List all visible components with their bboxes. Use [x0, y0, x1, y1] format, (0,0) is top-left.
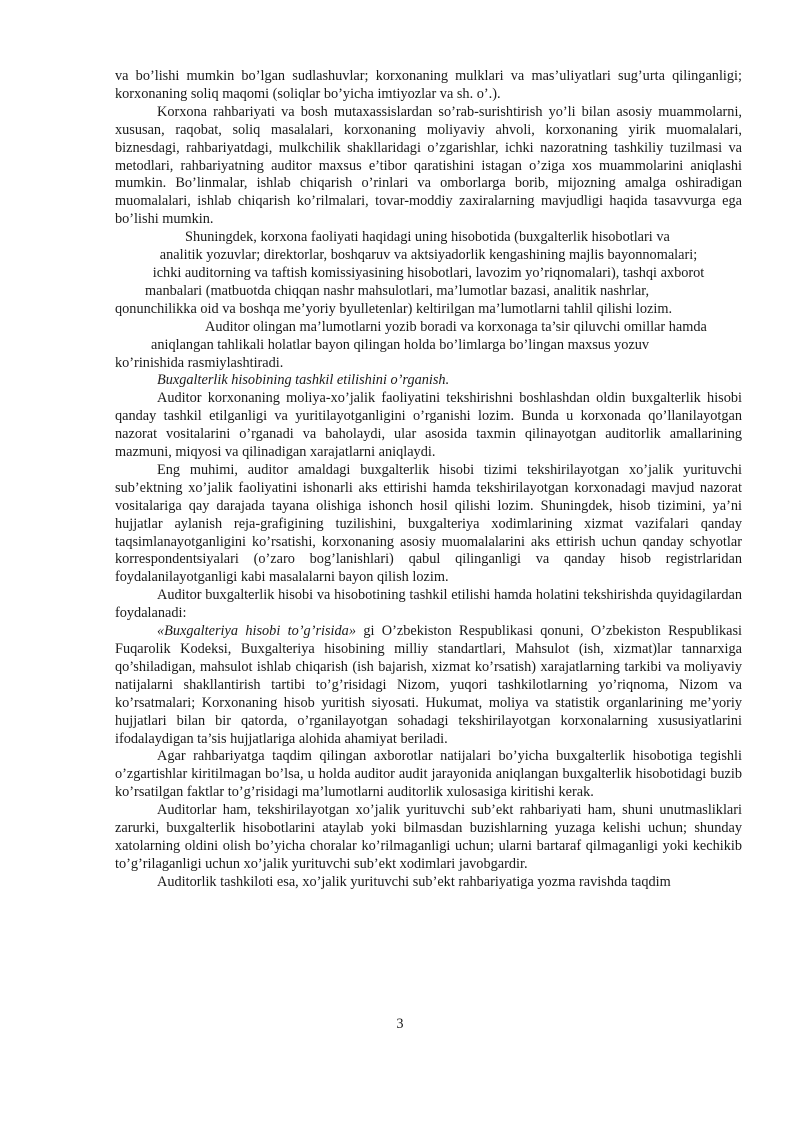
paragraph-tashkiloti: Auditorlik tashkiloti esa, xo’jalik yurituvchi sub’ekt rahbariyatiga yozma ravishda taqdim: [157, 873, 671, 890]
paragraph-shuningdek-line-4: manbalari (matbuotda chiqqan nashr mahsulotlari, ma’lumotlar bazasi, analitik nashrlar,: [145, 282, 650, 299]
paragraph-shuningdek-line-3: ichki auditorning va taftish komissiyasining hisobotlari, lavozim yo’riqnomalari), tashqi axborot: [152, 264, 705, 281]
paragraph-shuningdek-line-1: Shuningdek, korxona faoliyati haqidagi uning hisobotida (buxgalterlik hisobotlari va: [185, 229, 670, 246]
paragraph-shuningdek-line-5: qonunchilikka oid va boshqa me’yoriy byulletenlar) keltirilgan ma’lumotlarni tahlil qilishi lozim.: [115, 300, 673, 317]
section-heading: Buxgalterlik hisobining tashkil etilishini o’rganish.: [157, 372, 450, 389]
paragraph-qonun-text: gi O’zbekiston Respublikasi qonuni, O’zbekiston Respublikasi Fuqarolik Kodeksi, Buxgalteriya hisobining milliy standartlari, Mahsulot (ish, xizmat)lar tannarxiga qo’shiladigan, mahsulot ishlab chiqarish (ish bajarish, xizmat ko’rsatish) xarajatlarning tarkibi va moliyaviy natijalarni shakllantirish tartibi to’g’risidagi Nizom, yuqori tashkilotlarning yo’riqnoma, Nizom va ko’rsatmalari; Korxonaning hisob yuritish siyosati. Hukumat, moliya va statistik organlarining me’yoriy hujjatlari bilan bir qatorda, o’rganilayotgan sohadagi tekshirilayotgan korxonalarning xususiyatlarini ifodalaydigan ta’sis hujjatlariga alohida ahamiyat beriladi.: [115, 623, 742, 747]
paragraph-auditor-line-3: ko’rinishida rasmiylashtiradi.: [115, 354, 284, 371]
paragraph-rahbariyati: Korxona rahbariyati va bosh mutaxassislardan so’rab-surishtirish yo’li bilan asosiy muammolarni, xususan, raqobat, soliq masalalari, korxonaning moliyaviy ahvoli, korxonaning yirik muomalalari, biznesdagi, rahbariyatdagi, mulkchilik shakllaridagi o’zgarishlar, ichki nazoratning tashkiliy tuzilmasi va metodlari, rahbariyatning auditor maxsus e’tibor qaratishini istagan o’ziga xos muammolarini aniqlashi mumkin. Bo’linmalar, ishlab chiqarish o’rinlari va omborlarga borib, mijozning amalga oshiradigan muomalalari, ishlab chiqarish ko’rilmalari, tovar-moddiy zaxiralarning mavjudligi haqida tasavvurga ega bo’lishi mumkin.: [115, 103, 742, 228]
paragraph-continuation: va bo’lishi mumkin bo’lgan sudlashuvlar; korxonaning mulklari va mas’uliyatlari sug’urta qilinganligi; korxonaning soliq maqomi (soliqlar bo’yicha imtiyozlar va sh. o’.).: [115, 68, 742, 102]
paragraph-hisob-tashkil: Auditor buxgalterlik hisobi va hisobotining tashkil etilishi hamda holatini tekshirishda quyidagilardan foydalanadi:: [115, 587, 742, 622]
paragraph-auditor-line-1: Auditor olingan ma’lumotlarni yozib boradi va korxonaga ta’sir qiluvchi omillar hamda: [205, 318, 707, 335]
paragraph-auditor-line-2: aniqlangan tahlikali holatlar bayon qilingan holda bo’limlarga bo’lingan maxsus yozuv: [151, 336, 650, 353]
law-title: «Buxgalteriya hisobi to’g’risida»: [157, 623, 356, 640]
paragraph-auditorlar: Auditorlar ham, tekshirilayotgan xo’jalik yurituvchi sub’ekt rahbariyati ham, shuni unutmasliklari zarurki, buxgalterlik hisobotlarini ataylab yoki bilmasdan buzishlarning yuzaga kelishi uchun; shunday xatolarning oldini olish bo’yicha choralar ko’rilmaganligi uchun; ularni bartaraf qilmaganligi yoki kechikib to’g’rilaganligi uchun xo’jalik yurituvchi sub’ekt xodimlari javobgardir.: [115, 802, 742, 872]
paragraph-korxonaning: Auditor korxonaning moliya-xo’jalik faoliyatini tekshirishni boshlashdan oldin buxgalterlik hisobi qanday tashkil etilganligi va yuritilayotganligini o’rganishi lozim. Bunda u korxonada qo’llanilayotgan nazorat vositalarini o’rganadi va baholaydi, ular asosida taxmin qilinayotgan auditorlik amallarining mazmuni, miqyosi va qilinadigan xarajatlarni aniqlaydi.: [115, 390, 742, 461]
paragraph-eng-muhimi: Eng muhimi, auditor amaldagi buxgalterlik hisobi tizimi tekshirilayotgan xo’jalik yurituvchi sub’ektning xo’jalik faoliyatini ishonarli aks ettirishi hamda tekshirilayotgan korxonadagi mavjud nazorat vositalariga qay darajada tayana olishiga ishonch hosil qilishi lozim. Shuningdek, hisob tizimini, ya’ni hujjatlar aylanish reja-grafigining tuzilishini, buxgalteriya xodimlarining xizmat vazifalari qanday taqsimlanayotganligini ko’rsatishi, korxonaning asosiy muomalalarini aks ettirish uchun qanday schyotlar korrespondentsiyalari (o’zaro bog’lanishlari) qabul qilinganligi va qanday hisob registrlaridan foydalanilayotganligi kabi masalalarni bayon qilish lozim.: [115, 461, 742, 586]
page-number: 3: [396, 1016, 404, 1032]
body-text: [115, 68, 742, 892]
paragraph-qonun: [115, 623, 742, 748]
paragraph-agar: Agar rahbariyatga taqdim qilingan axborotlar natijalari bo’yicha buxgalterlik hisobotiga tegishli o’zgartishlar kiritilmagan bo’lsa, u holda auditor audit jarayonida aniqlangan buxgalterlik hisobotidagi buzib ko’rsatilgan faktlar to’g’risidagi ma’lumotlarni auditorlik xulosasiga kiritishi kerak.: [115, 748, 742, 801]
paragraph-shuningdek-line-2: analitik yozuvlar; direktorlar, boshqaruv va aktsiyadorlik kengashining majlis bayonnomalari;: [159, 247, 698, 264]
